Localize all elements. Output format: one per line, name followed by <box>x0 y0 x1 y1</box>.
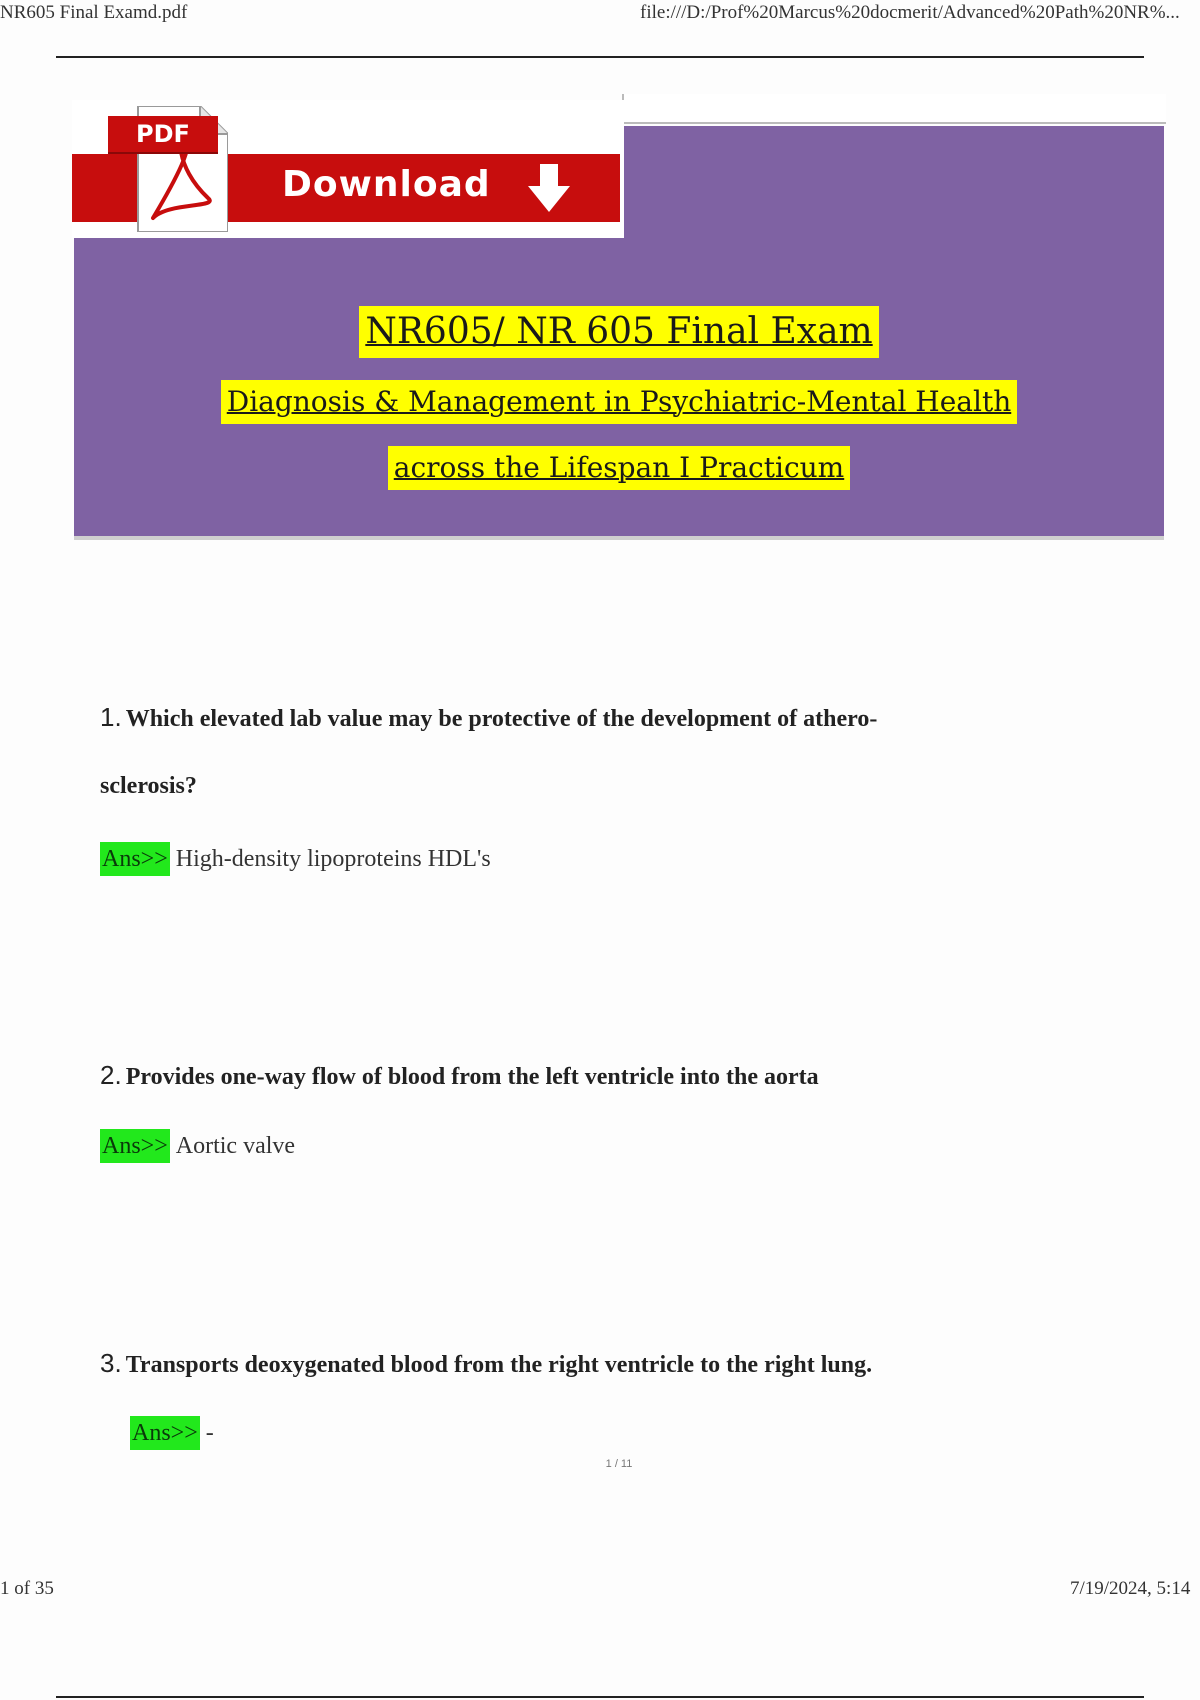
footer-divider <box>56 1696 1144 1698</box>
answer-text: Aortic valve <box>175 1133 296 1159</box>
answer-tag: Ans>> <box>100 1129 170 1163</box>
question-item <box>100 702 1060 800</box>
pdf-document-icon <box>108 106 228 232</box>
print-header <box>0 0 1200 26</box>
answer-text: High-density lipoproteins HDL's <box>175 846 491 872</box>
download-label: Download <box>282 164 491 205</box>
answer-text: - <box>205 1420 214 1446</box>
document-file-name: NR605 Final Examd.pdf <box>0 2 188 23</box>
question-number: 1. <box>100 702 122 732</box>
question-text: Provides one-way flow of blood from the left ventricle into the aorta <box>125 1064 819 1090</box>
question-text-continued: sclerosis? <box>100 773 197 799</box>
header-divider <box>56 56 1144 58</box>
banner-top-strip <box>622 94 1166 124</box>
question-number: 3. <box>100 1348 122 1378</box>
download-arrow-icon <box>524 160 574 216</box>
document-subtitle-line2: across the Lifespan I Practicum <box>388 446 850 490</box>
document-subtitle-line1: Diagnosis & Management in Psychiatric-Mental Health <box>221 380 1017 424</box>
question-number: 2. <box>100 1060 122 1090</box>
answer-row <box>100 846 491 873</box>
inner-page-number: 1 / 11 <box>605 1458 633 1470</box>
pdf-download-badge[interactable] <box>72 100 624 238</box>
answer-row <box>130 1420 214 1447</box>
print-datetime: 7/19/2024, 5:14 <box>1070 1578 1191 1599</box>
pdf-tag: PDF <box>108 116 218 154</box>
answer-row <box>100 1133 295 1160</box>
title-banner <box>74 94 1164 546</box>
question-item <box>100 1348 1060 1379</box>
answer-tag: Ans>> <box>100 842 170 876</box>
question-text: Which elevated lab value may be protective of the development of athero- <box>125 706 878 732</box>
answer-tag: Ans>> <box>130 1416 200 1450</box>
page-count: 1 of 35 <box>0 1578 54 1599</box>
question-item <box>100 1060 1060 1091</box>
question-text: Transports deoxygenated blood from the right ventricle to the right lung. <box>125 1352 873 1378</box>
title-block <box>74 306 1164 490</box>
banner-bottom-border <box>74 536 1164 540</box>
document-title: NR605/ NR 605 Final Exam <box>359 306 878 358</box>
document-file-url: file:///D:/Prof%20Marcus%20docmerit/Advanced%20Path%20NR%... <box>640 2 1180 23</box>
